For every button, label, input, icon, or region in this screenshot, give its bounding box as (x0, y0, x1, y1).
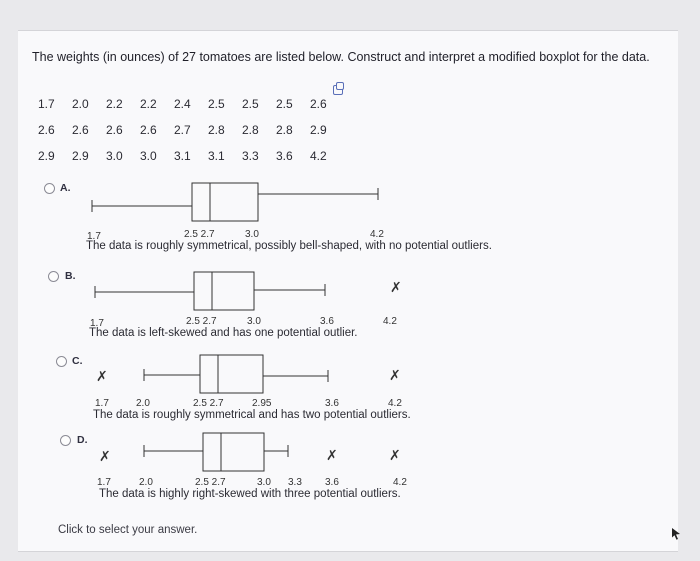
data-value: 3.1 (208, 149, 225, 163)
tick-label: 3.6 (325, 398, 339, 409)
outlier-marker: ✗ (389, 448, 401, 464)
outlier-marker: ✗ (390, 280, 402, 296)
tick-label: 3.3 (288, 477, 302, 488)
tick-label: 3.6 (320, 316, 334, 327)
tick-label: 3.0 (245, 229, 259, 240)
data-value: 2.5 (276, 97, 293, 111)
data-value: 2.2 (106, 97, 123, 111)
data-value: 2.6 (72, 123, 89, 137)
tick-label: 1.7 (95, 398, 109, 409)
tick-label: 3.0 (257, 477, 271, 488)
data-value: 2.8 (276, 123, 293, 137)
tick-label: 4.2 (393, 477, 407, 488)
data-value: 2.5 (242, 97, 259, 111)
tick-label: 1.7 (87, 231, 101, 242)
option-text: The data is roughly symmetrical, possibly bell-shaped, with no potential outliers. (86, 240, 492, 252)
option-letter: C. (72, 355, 83, 367)
tick-label: 1.7 (90, 318, 104, 329)
data-value: 2.5 (208, 97, 225, 111)
data-value: 2.9 (72, 149, 89, 163)
data-value: 3.0 (106, 149, 123, 163)
data-value: 1.7 (38, 97, 55, 111)
data-value: 2.6 (106, 123, 123, 137)
data-value: 2.6 (38, 123, 55, 137)
tick-label: 2.5 2.7 (186, 316, 217, 327)
tick-label: 2.0 (139, 477, 153, 488)
data-value: 2.0 (72, 97, 89, 111)
question-text: The weights (in ounces) of 27 tomatoes are listed below. Construct and interpret a modified boxplot for the data. (32, 50, 650, 64)
data-value: 2.6 (310, 97, 327, 111)
option-text: The data is roughly symmetrical and has two potential outliers. (93, 409, 411, 421)
data-value: 3.0 (140, 149, 157, 163)
outlier-marker: ✗ (389, 368, 401, 384)
outlier-marker: ✗ (99, 449, 111, 465)
data-value: 3.1 (174, 149, 191, 163)
data-value: 4.2 (310, 149, 327, 163)
data-value: 2.8 (242, 123, 259, 137)
data-value: 2.4 (174, 97, 191, 111)
tick-label: 2.95 (252, 398, 272, 409)
data-value: 2.7 (174, 123, 191, 137)
data-value: 3.3 (242, 149, 259, 163)
tick-label: 3.6 (325, 477, 339, 488)
tick-label: 2.5 2.7 (184, 229, 215, 240)
option-letter: B. (65, 270, 76, 282)
option-letter: D. (77, 434, 88, 446)
option-text: The data is left-skewed and has one potential outlier. (89, 327, 358, 339)
data-value: 2.6 (140, 123, 157, 137)
tick-label: 3.0 (247, 316, 261, 327)
tick-label: 4.2 (383, 316, 397, 327)
mouse-cursor-icon (670, 527, 682, 541)
data-value: 2.9 (310, 123, 327, 137)
outlier-marker: ✗ (326, 448, 338, 464)
option-text: The data is highly right-skewed with three potential outliers. (99, 488, 401, 500)
tick-label: 2.5 2.7 (193, 398, 224, 409)
data-value: 2.9 (38, 149, 55, 163)
box (203, 433, 264, 471)
outlier-marker: ✗ (96, 369, 108, 385)
data-value: 2.8 (208, 123, 225, 137)
tick-label: 4.2 (388, 398, 402, 409)
footer-instruction: Click to select your answer. (58, 524, 198, 536)
option-letter: A. (60, 182, 71, 194)
tick-label: 2.5 2.7 (195, 477, 226, 488)
data-value: 3.6 (276, 149, 293, 163)
tick-label: 2.0 (136, 398, 150, 409)
data-value: 2.2 (140, 97, 157, 111)
tick-label: 4.2 (370, 229, 384, 240)
tick-label: 1.7 (97, 477, 111, 488)
